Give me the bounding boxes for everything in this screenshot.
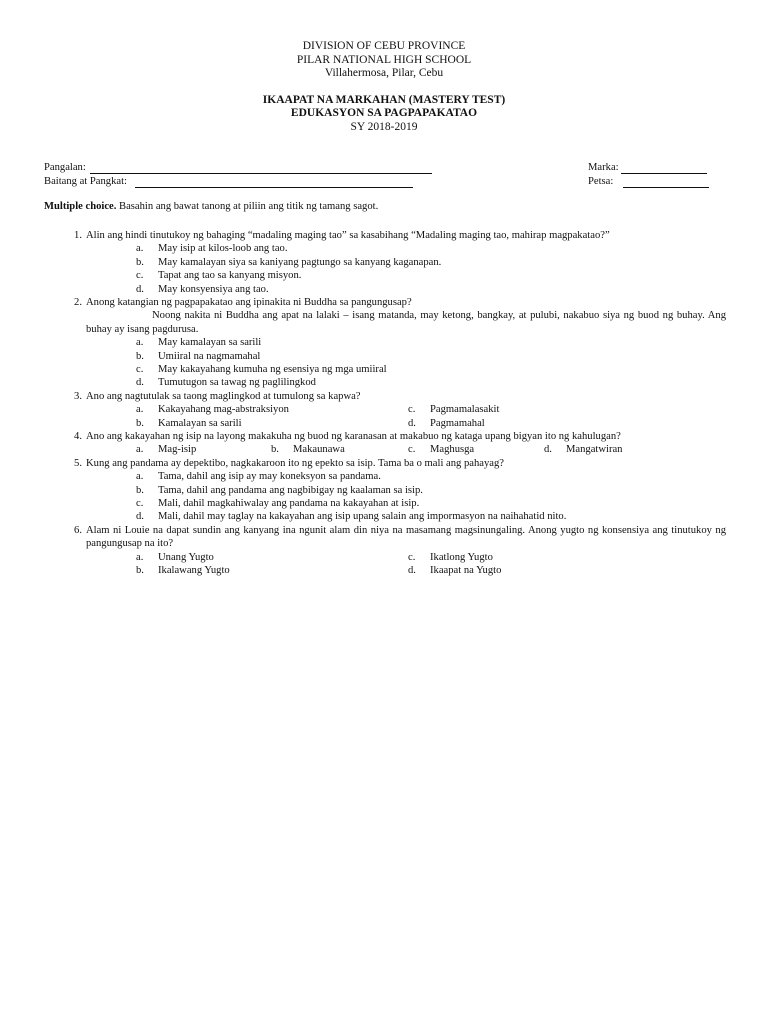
choice-option[interactable]	[86, 336, 726, 349]
choice-text: Ikaapat na Yugto	[430, 564, 502, 576]
choice-letter: d.	[136, 511, 144, 523]
question-item	[74, 296, 726, 390]
choice-text: Maghusga	[430, 444, 475, 456]
choice-letter: b.	[136, 564, 144, 576]
choice-letter: c.	[408, 551, 416, 563]
choice-text: Makaunawa	[293, 444, 345, 456]
question-number: 3.	[74, 390, 82, 402]
choice-letter: b.	[136, 484, 144, 496]
choice-option[interactable]	[86, 510, 726, 523]
instructions-text: Basahin ang bawat tanong at piliin ang titik ng tamang sagot.	[116, 201, 379, 212]
choice-row	[86, 564, 726, 577]
choice-text: Ikalawang Yugto	[158, 564, 230, 576]
question-number: 4.	[74, 430, 82, 442]
choice-option[interactable]	[86, 350, 726, 363]
question-number: 5.	[74, 457, 82, 469]
choice-option[interactable]	[86, 242, 726, 255]
choice-letter: c.	[136, 270, 144, 282]
question-item	[74, 390, 726, 430]
exam-header	[0, 40, 768, 134]
choice-letter: a.	[136, 243, 144, 255]
grade-field[interactable]	[135, 176, 413, 188]
choice-option[interactable]	[271, 443, 345, 456]
question-item	[74, 430, 726, 457]
choice-letter: b.	[271, 444, 279, 456]
choice-option[interactable]	[86, 363, 726, 376]
subject-title: EDUKASYON SA PAGPAPAKATAO	[290, 107, 478, 119]
question-number: 1.	[74, 230, 82, 241]
choice-row	[86, 443, 726, 456]
school-name: PILAR NATIONAL HIGH SCHOOL	[296, 53, 472, 66]
date-field[interactable]	[623, 176, 709, 188]
instructions	[44, 200, 724, 213]
choice-option[interactable]	[408, 551, 493, 564]
choice-option[interactable]	[408, 417, 485, 430]
division-name: DIVISION OF CEBU PROVINCE	[302, 40, 466, 52]
name-field[interactable]	[90, 162, 432, 174]
choice-text: May isip at kilos-loob ang tao.	[158, 243, 288, 255]
choice-option[interactable]	[136, 403, 289, 416]
question-text: Ano ang nagtutulak sa taong maglingkod at tumulong sa kapwa?	[86, 390, 361, 402]
choice-letter: b.	[136, 256, 144, 268]
choice-text: Tama, dahil ang pandama ang nagbibigay ng kaalaman sa isip.	[158, 484, 423, 496]
choice-option[interactable]	[136, 443, 197, 456]
choice-text: Ikatlong Yugto	[430, 551, 493, 563]
choice-option[interactable]	[86, 256, 726, 269]
choice-text: Mali, dahil magkahiwalay ang pandama na kakayahan at isip.	[158, 497, 420, 509]
question-number: 6.	[74, 524, 82, 536]
choice-letter: d.	[136, 283, 144, 295]
question-list	[74, 229, 726, 577]
question-text: Anong katangian ng pagpapakatao ang ipinakita ni Buddha sa pangungusap?	[86, 296, 412, 308]
date-label: Petsa:	[588, 176, 614, 187]
choice-text: Tumutugon sa tawag ng paglilingkod	[158, 377, 316, 389]
school-location: Villahermosa, Pilar, Cebu	[324, 67, 444, 79]
question-text: Ano ang kakayahan ng isip na layong makakuha ng buod ng karanasan at makabuo ng kataga upang bigyan ito ng kahulugan?	[86, 430, 621, 442]
choice-text: Kamalayan sa sarili	[158, 417, 242, 429]
choice-letter: a.	[136, 444, 144, 456]
choice-option[interactable]	[136, 417, 242, 430]
choice-option[interactable]	[86, 269, 726, 282]
choice-row	[86, 551, 726, 564]
choice-text: Mali, dahil may taglay na kakayahan ang isip upang salain ang impormasyon na naihahatid nito.	[158, 511, 567, 523]
choice-option[interactable]	[86, 283, 726, 296]
question-item	[74, 457, 726, 524]
instructions-label: Multiple choice.	[44, 201, 117, 212]
question-text: Kung ang pandama ay depektibo, nagkakaroon ito ng epekto sa isip. Tama ba o mali ang pahayag?	[86, 457, 504, 469]
choice-option[interactable]	[136, 551, 214, 564]
choice-text: May kamalayan siya sa kaniyang pagtungo sa kanyang kaganapan.	[158, 256, 442, 268]
choice-text: Tapat ang tao sa kanyang misyon.	[158, 270, 302, 282]
choice-option[interactable]	[86, 376, 726, 389]
choice-letter: b.	[136, 350, 144, 362]
name-label: Pangalan:	[44, 162, 86, 173]
choice-option[interactable]	[136, 564, 230, 577]
choice-option[interactable]	[86, 497, 726, 510]
choice-text: May kakayahang kumuha ng esensiya ng mga umiiral	[158, 363, 387, 375]
choice-letter: a.	[136, 404, 144, 416]
choice-option[interactable]	[408, 564, 502, 577]
choice-row	[86, 403, 726, 416]
choice-text: Tama, dahil ang isip ay may koneksyon sa pandama.	[158, 471, 381, 483]
choice-letter: c.	[136, 363, 144, 375]
choice-letter: c.	[408, 444, 416, 456]
choice-letter: a.	[136, 471, 144, 483]
score-field[interactable]	[621, 162, 707, 174]
choice-option[interactable]	[86, 470, 726, 483]
choice-letter: c.	[408, 404, 416, 416]
choice-option[interactable]	[408, 403, 500, 416]
choice-letter: c.	[136, 497, 144, 509]
choice-option[interactable]	[544, 443, 623, 456]
school-year: SY 2018-2019	[350, 120, 418, 133]
student-info-fields	[44, 161, 724, 189]
score-label: Marka:	[588, 162, 619, 173]
choice-letter: a.	[136, 337, 144, 349]
choice-letter: d.	[408, 564, 416, 576]
question-item	[74, 229, 726, 296]
question-item	[74, 524, 726, 578]
choice-text: Mag-isip	[158, 444, 197, 456]
choice-letter: d.	[136, 377, 144, 389]
question-text: Alin ang hindi tinutukoy ng bahaging “madaling maging tao” sa kasabihang “Madaling maging tao, mahirap magpakatao?”	[86, 230, 610, 241]
choice-option[interactable]	[86, 484, 726, 497]
choice-letter: a.	[136, 551, 144, 563]
choice-text: Mangatwiran	[566, 444, 623, 456]
choice-row	[86, 417, 726, 430]
choice-letter: d.	[544, 444, 552, 456]
choice-text: Pagmamahal	[430, 417, 485, 429]
choice-text: May kamalayan sa sarili	[158, 337, 262, 349]
choice-text: Kakayahang mag-abstraksiyon	[158, 404, 289, 416]
choice-text: May konsyensiya ang tao.	[158, 283, 269, 295]
exam-title: IKAAPAT NA MARKAHAN (MASTERY TEST)	[262, 93, 506, 106]
choice-letter: d.	[408, 417, 416, 429]
choice-text: Unang Yugto	[158, 551, 214, 563]
question-number: 2.	[74, 296, 82, 308]
choice-option[interactable]	[408, 443, 475, 456]
choice-text: Umiiral na nagmamahal	[158, 350, 261, 362]
question-text: Alam ni Louie na dapat sundin ang kanyang ina ngunit alam din niya na masamang magsinungaling. Anong yugto ng konsensiya ang tinutukoy ng pangungusap na ito?	[86, 524, 726, 550]
choice-letter: b.	[136, 417, 144, 429]
question-passage: Noong nakita ni Buddha ang apat na lalaki – isang matanda, may ketong, bangkay, at pulubi, nakabuo siya ng buod ng buhay. Ang buhay ay isang pagdurusa.	[86, 310, 726, 335]
choice-text: Pagmamalasakit	[430, 404, 500, 416]
grade-label: Baitang at Pangkat:	[44, 176, 127, 187]
